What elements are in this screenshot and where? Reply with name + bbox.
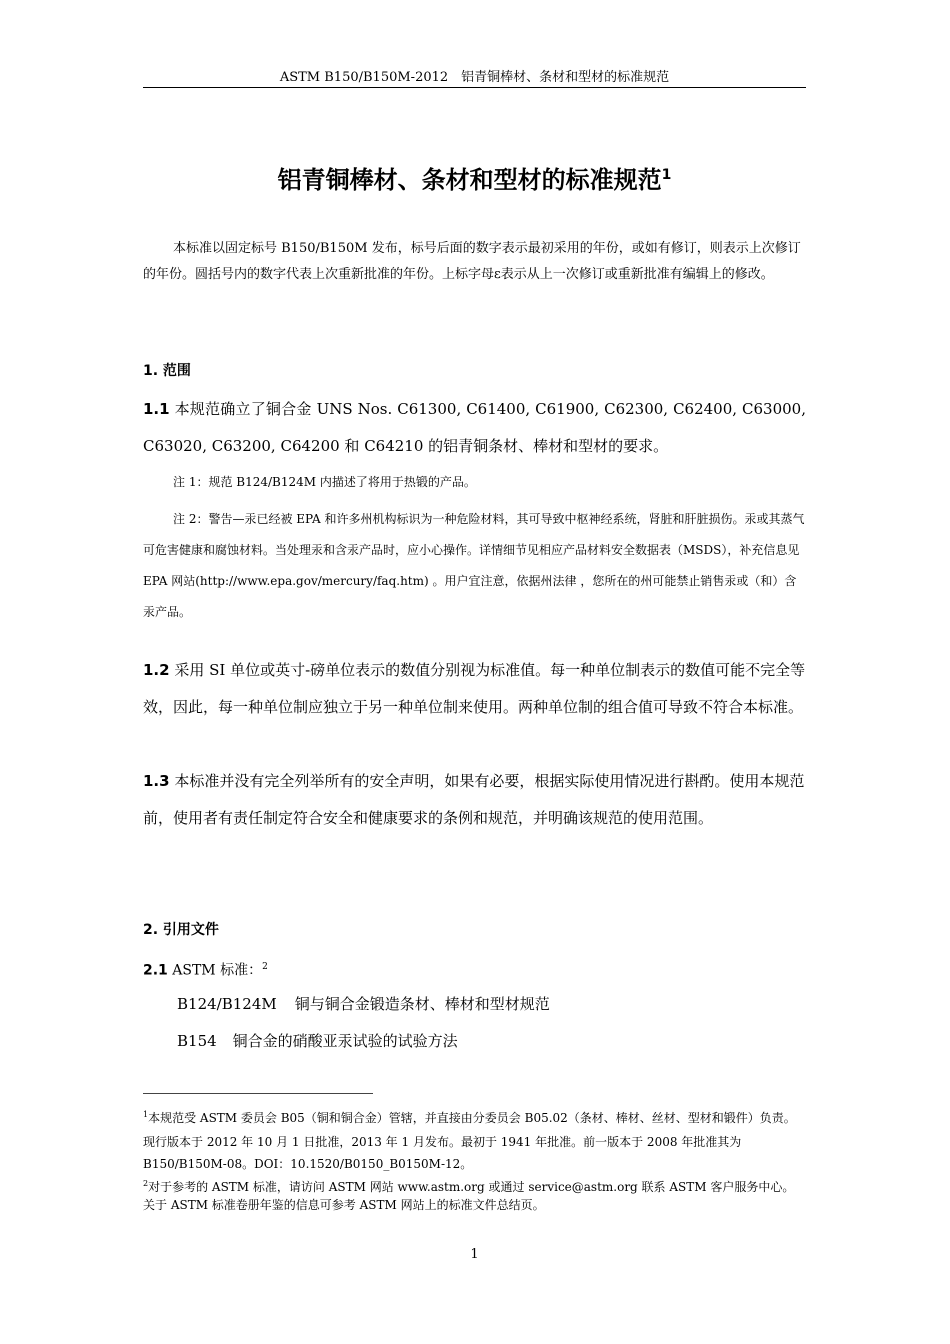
footnote-2: [143, 1175, 806, 1214]
reference-code: B124/B124M: [177, 995, 277, 1013]
note-2: 注 2：警告—汞已经被 EPA 和许多州机构标识为一种危险材料，其可导致中枢神经系统，肾脏和肝脏损伤。汞或其蒸气可危害健康和腐蚀材料。当处理汞和含汞产品时，应小心操作。详情细节见相应产品材料安全数据表（MSDS），补充信息见 EPA 网站(http://www.epa.gov/mercury/faq.htm) 。用户宜注意，依据州法律 ，您所在的州可能禁止销售汞或（和）含汞产品。: [143, 512, 805, 619]
clause-1-3: [143, 763, 806, 837]
clause-text: 本标准并没有完全列举所有的安全声明，如果有必要，根据实际使用情况进行斟酌。使用本规范前，使用者有责任制定符合安全和健康要求的条例和规范，并明确该规范的使用范围。: [143, 772, 805, 827]
footnotes: [143, 1104, 806, 1214]
clause-number: 1.1: [143, 400, 170, 418]
clause-text: 采用 SI 单位或英寸-磅单位表示的数值分别视为标准值。每一种单位制表示的数值可能不完全等效，因此，每一种单位制应独立于另一种单位制来使用。两种单位制的组合值可导致不符合本标准。: [143, 661, 806, 716]
reference-title: 铜与铜合金锻造条材、棒材和型材规范: [294, 995, 550, 1013]
footnote-1-continued: 现行版本于 2012 年 10 月 1 日批准，2013 年 1 月发布。最初于 1941 年批准。前一版本于 2008 年批准其为 B150/B150M-08。DOI：10.1520/B0150_B0150M-12。: [143, 1135, 742, 1171]
header-rule: [143, 87, 806, 88]
page-number: 1: [470, 1247, 479, 1262]
section-1-heading: 1. 范围: [143, 363, 191, 379]
clause-number: 2.1: [143, 962, 168, 979]
footnote-1: [143, 1104, 806, 1129]
title-footnote-mark: 1: [661, 167, 672, 183]
reference-item: [177, 986, 550, 1023]
clause-1-2: [143, 652, 806, 726]
clause-footnote-mark: 2: [262, 962, 268, 972]
clause-1-1: [143, 391, 806, 465]
footnote-mark: 1: [143, 1110, 149, 1119]
clause-2-1: [143, 949, 806, 990]
clause-text: 本规范确立了铜合金 UNS Nos. C61300, C61400, C61900, C62300, C62400, C63000, C63020, C63200, C64200 和 C64210 的铝青铜条材、棒材和型材的要求。: [143, 400, 806, 455]
footnote-text: 本规范受 ASTM 委员会 B05（铜和铜合金）管辖，并直接由分委员会 B05.02（条材、棒材、丝材、型材和锻件）负责。: [148, 1111, 796, 1125]
reference-code: B154: [177, 1032, 217, 1050]
document-title: [143, 160, 806, 195]
footnote-text: 对于参考的 ASTM 标准，请访问 ASTM 网站 www.astm.org 或通过 service@astm.org 联系 ASTM 客户服务中心。关于 ASTM 标准卷册年鉴的信息可参考 ASTM 网站上的标准文件总结页。: [143, 1180, 795, 1212]
clause-text: ASTM 标准：: [172, 962, 263, 979]
intro-paragraph: 本标准以固定标号 B150/B150M 发布，标号后面的数字表示最初采用的年份，或如有修订，则表示上次修订的年份。圆括号内的数字代表上次重新批准的年份。上标字母ε表示从上一次修订或重新批准有编辑上的修改。: [143, 241, 801, 282]
reference-item: [177, 1023, 458, 1060]
title-text: 铝青铜棒材、条材和型材的标准规范: [277, 166, 662, 194]
clause-number: 1.3: [143, 772, 170, 790]
clause-number: 1.2: [143, 661, 170, 679]
footnote-mark: 2: [143, 1179, 149, 1188]
section-2-heading: 2. 引用文件: [143, 922, 219, 938]
note-1: 注 1：规范 B124/B124M 内描述了将用于热锻的产品。: [173, 475, 476, 489]
footnote-separator: [143, 1093, 373, 1094]
reference-title: 铜合金的硝酸亚汞试验的试验方法: [232, 1032, 458, 1050]
running-header: ASTM B150/B150M-2012 铝青铜棒材、条材和型材的标准规范: [279, 70, 670, 85]
